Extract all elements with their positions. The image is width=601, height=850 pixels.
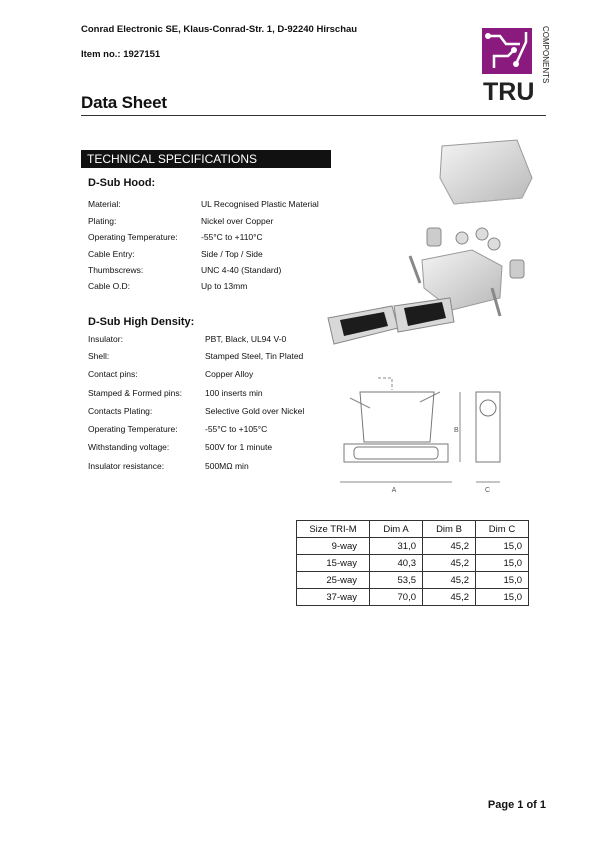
spec-label: Withstanding voltage: <box>88 442 170 452</box>
spec-value: UNC 4-40 (Standard) <box>201 265 282 275</box>
table-cell: 37-way <box>297 589 370 606</box>
spec-value: Nickel over Copper <box>201 216 274 226</box>
spec-value: 500V for 1 minute <box>205 442 273 452</box>
table-row <box>297 555 529 572</box>
spec-value: Side / Top / Side <box>201 249 263 259</box>
table-row <box>297 572 529 589</box>
spec-label: Stamped & Formed pins: <box>88 388 183 398</box>
spec-value: -55°C to +105°C <box>205 424 268 434</box>
spec-value: Selective Gold over Nickel <box>205 406 305 416</box>
table-header-cell: Dim A <box>370 521 423 538</box>
table-cell: 15,0 <box>476 572 529 589</box>
table-header-cell: Size TRI-M <box>297 521 370 538</box>
table-row <box>297 538 529 555</box>
dimensions-table <box>296 520 529 606</box>
table-header-row <box>297 521 529 538</box>
table-cell: 15,0 <box>476 538 529 555</box>
spec-value: Copper Alloy <box>205 369 254 379</box>
hd-heading: D-Sub High Density: <box>88 316 195 328</box>
spec-label: Shell: <box>88 351 110 361</box>
table-cell: 9-way <box>297 538 370 555</box>
table-cell: 45,2 <box>423 572 476 589</box>
table-cell: 31,0 <box>370 538 423 555</box>
tru-components-logo <box>480 24 550 104</box>
table-cell: 15,0 <box>476 555 529 572</box>
product-exploded-illustration <box>322 138 554 360</box>
spec-value: UL Recognised Plastic Material <box>201 199 319 209</box>
table-cell: 15,0 <box>476 589 529 606</box>
spec-value: -55°C to +110°C <box>201 232 263 242</box>
spec-value: Up to 13mm <box>201 281 248 291</box>
company-address: Conrad Electronic SE, Klaus-Conrad-Str. 1, D-92240 Hirschau <box>81 24 358 35</box>
spec-label: Operating Temperature: <box>88 232 178 242</box>
table-header-cell: Dim B <box>423 521 476 538</box>
spec-value: Stamped Steel, Tin Plated <box>205 351 304 361</box>
table-cell: 45,2 <box>423 555 476 572</box>
item-number: Item no.: 1927151 <box>81 49 161 60</box>
spec-value: 500MΩ min <box>205 461 249 471</box>
table-row <box>297 589 529 606</box>
table-cell: 45,2 <box>423 589 476 606</box>
spec-value: PBT, Black, UL94 V-0 <box>205 334 287 344</box>
dim-a-label: A <box>391 487 397 494</box>
spec-label: Thumbscrews: <box>88 265 144 275</box>
table-cell: 53,5 <box>370 572 423 589</box>
spec-label: Contacts Plating: <box>88 406 153 416</box>
hood-heading: D-Sub Hood: <box>88 177 156 189</box>
dimension-drawing <box>330 370 552 500</box>
table-cell: 45,2 <box>423 538 476 555</box>
dim-b-label: B <box>454 427 459 434</box>
table-cell: 70,0 <box>370 589 423 606</box>
logo-text: TRU <box>483 78 535 104</box>
spec-value: 100 inserts min <box>205 388 263 398</box>
spec-label: Cable Entry: <box>88 249 135 259</box>
spec-label: Plating: <box>88 216 117 226</box>
page-title: Data Sheet <box>81 93 167 112</box>
table-cell: 15-way <box>297 555 370 572</box>
spec-label: Contact pins: <box>88 369 138 379</box>
logo-subtext: COMPONENTS <box>541 26 550 84</box>
spec-label: Insulator: <box>88 334 123 344</box>
spec-label: Material: <box>88 199 121 209</box>
header-divider <box>81 115 546 116</box>
section-banner: TECHNICAL SPECIFICATIONS <box>81 150 331 168</box>
spec-label: Cable O.D: <box>88 281 131 291</box>
table-header-cell: Dim C <box>476 521 529 538</box>
spec-label: Operating Temperature: <box>88 424 178 434</box>
spec-label: Insulator resistance: <box>88 461 165 471</box>
dim-c-label: C <box>485 487 491 494</box>
table-cell: 25-way <box>297 572 370 589</box>
page-number: Page 1 of 1 <box>487 799 546 811</box>
table-cell: 40,3 <box>370 555 423 572</box>
